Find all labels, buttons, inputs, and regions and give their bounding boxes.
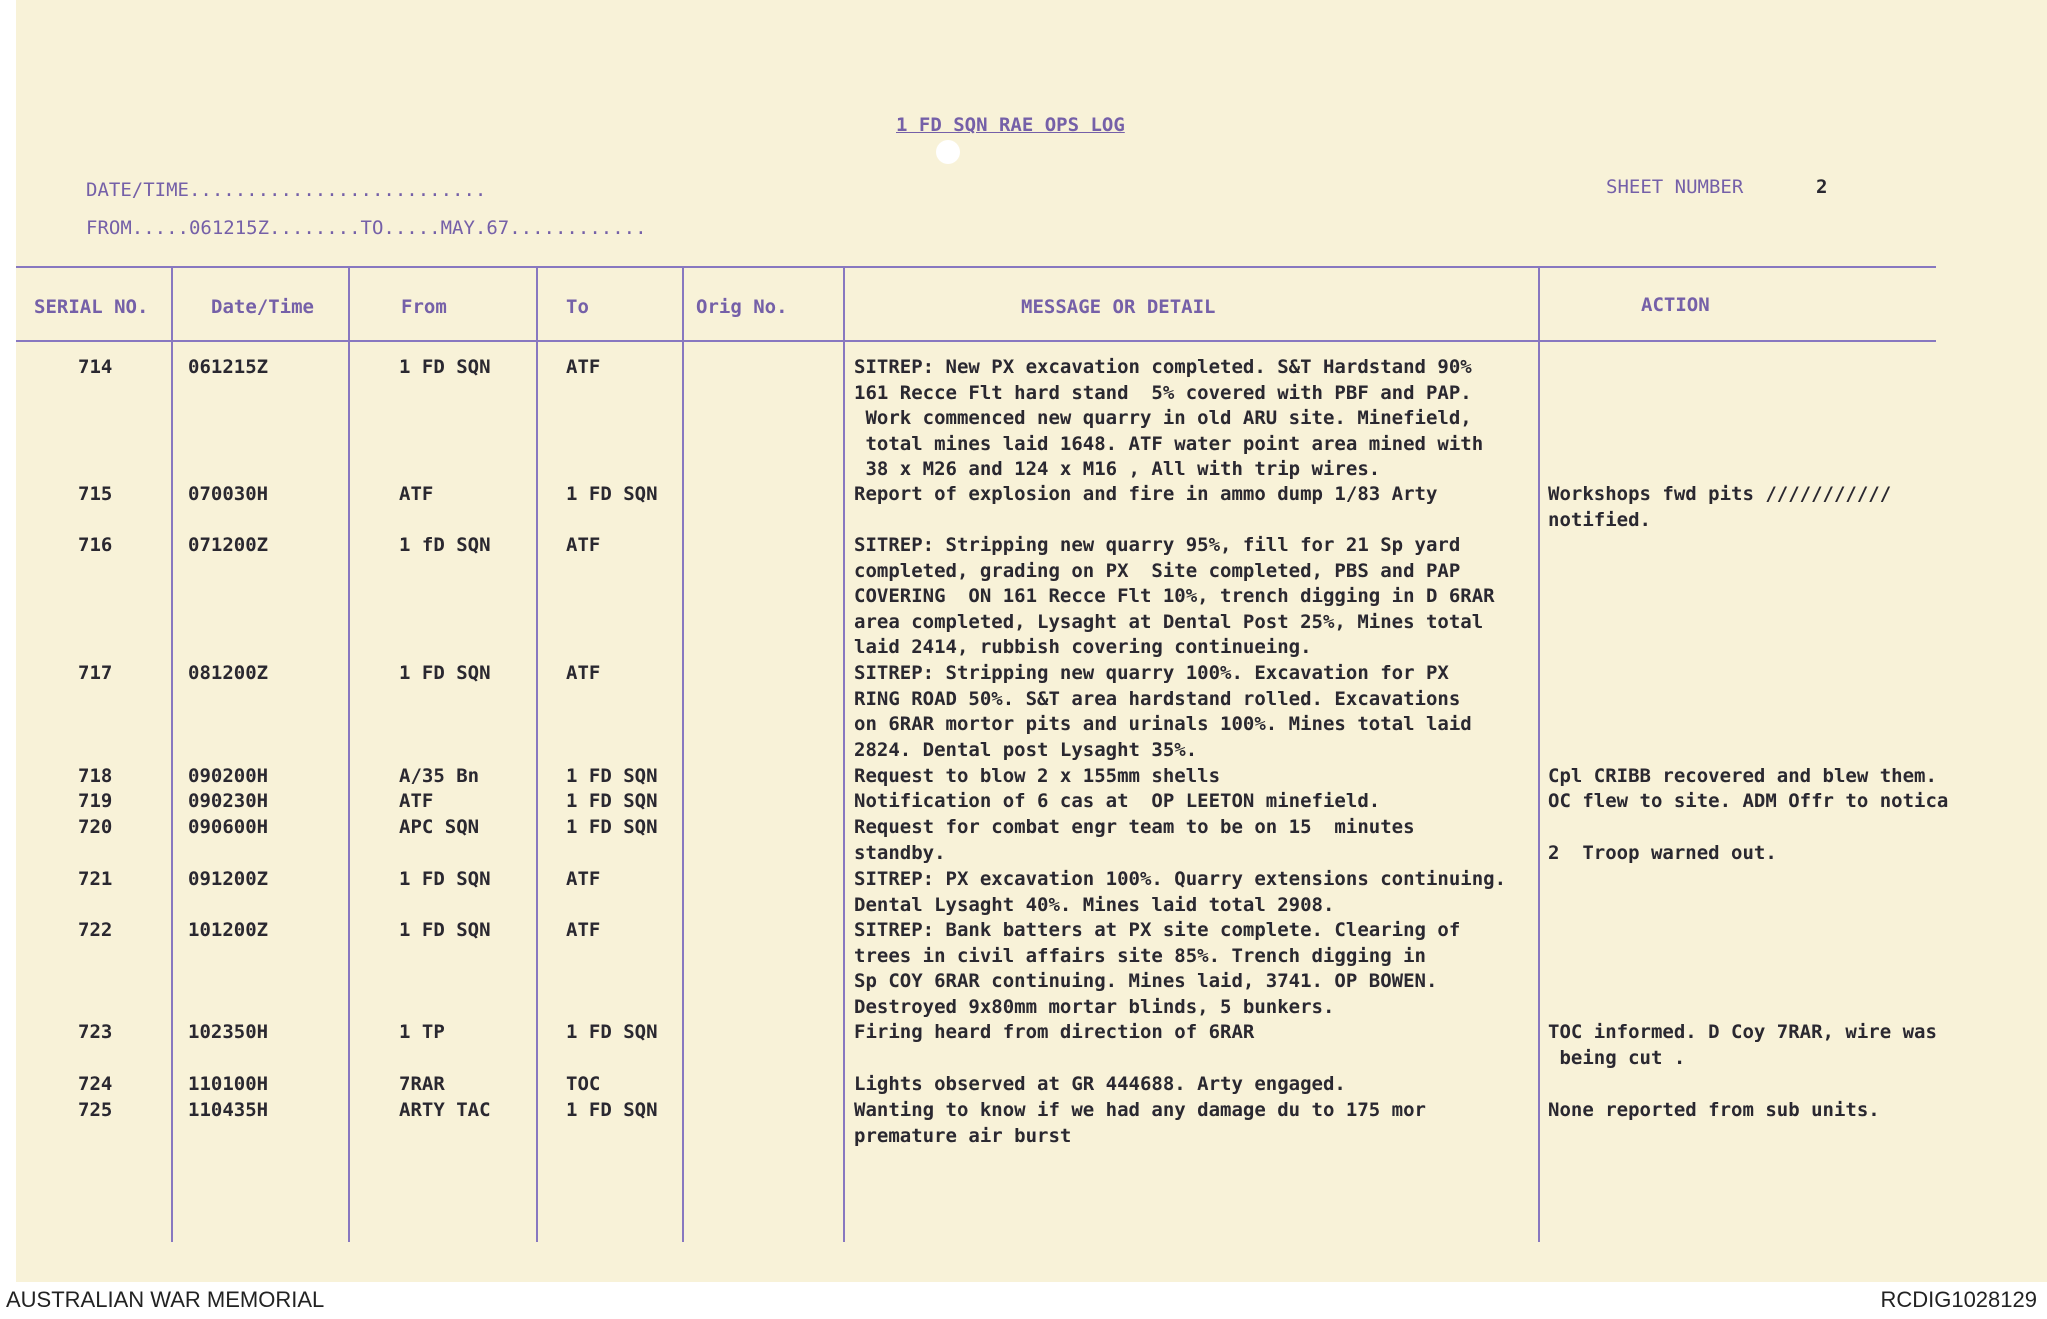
- from-cell: 1 TP: [399, 1021, 445, 1043]
- log-title: 1 FD SQN RAE OPS LOG: [896, 114, 1125, 136]
- datetime-cell: 101200Z: [188, 919, 269, 941]
- col-header-message: MESSAGE OR DETAIL: [1021, 296, 1216, 318]
- datetime-cell: 090230H: [188, 790, 269, 812]
- datetime-cell: 102350H: [188, 1021, 269, 1043]
- from-to-field: FROM.....061215Z........TO.....MAY.67............: [86, 217, 647, 239]
- col-divider: [682, 268, 684, 1242]
- col-header-serial: SERIAL NO.: [34, 296, 149, 318]
- serial-cell: 721: [78, 868, 113, 890]
- serial-cell: 719: [78, 790, 113, 812]
- from-cell: APC SQN: [399, 816, 480, 838]
- from-cell: ARTY TAC: [399, 1099, 491, 1121]
- col-divider: [171, 268, 173, 1242]
- datetime-cell: 091200Z: [188, 868, 269, 890]
- serial-cell: 716: [78, 534, 113, 556]
- col-header-to: To: [566, 296, 589, 318]
- serial-cell: 722: [78, 919, 113, 941]
- action-cell: OC flew to site. ADM Offr to notica: [1548, 790, 1949, 812]
- message-cell: SITREP: PX excavation 100%. Quarry extensions continuing. Dental Lysaght 40%. Mines laid total 2908.: [854, 868, 1507, 916]
- col-divider: [1538, 268, 1540, 1242]
- col-divider: [843, 268, 845, 1242]
- action-cell: None reported from sub units.: [1548, 1099, 1880, 1121]
- action-cell: 2 Troop warned out.: [1548, 841, 1777, 864]
- to-cell: TOC: [566, 1073, 601, 1095]
- col-header-datetime: Date/Time: [211, 296, 314, 318]
- serial-cell: 723: [78, 1021, 113, 1043]
- to-cell: ATF: [566, 662, 601, 684]
- to-cell: 1 FD SQN: [566, 1099, 658, 1121]
- datetime-cell: 061215Z: [188, 356, 269, 378]
- message-cell: Firing heard from direction of 6RAR: [854, 1021, 1255, 1043]
- to-cell: 1 FD SQN: [566, 1021, 658, 1043]
- message-cell: Request for combat engr team to be on 15 minutes standby.: [854, 816, 1415, 864]
- message-cell: Notification of 6 cas at OP LEETON minefield.: [854, 790, 1381, 812]
- from-cell: ATF: [399, 790, 434, 812]
- message-cell: Lights observed at GR 444688. Arty engaged.: [854, 1073, 1346, 1095]
- to-cell: ATF: [566, 356, 601, 378]
- message-cell: Report of explosion and fire in ammo dump 1/83 Arty: [854, 483, 1438, 505]
- from-cell: ATF: [399, 483, 434, 505]
- to-cell: 1 FD SQN: [566, 816, 658, 838]
- from-cell: 1 FD SQN: [399, 662, 491, 684]
- to-cell: ATF: [566, 868, 601, 890]
- message-cell: SITREP: Bank batters at PX site complete. Clearing of trees in civil affairs site 85%. Trench digging in Sp COY 6RAR continuing. Mines laid, 3741. OP BOWEN. Destroyed 9x80mm mortar blinds, 5 bunkers.: [854, 919, 1461, 1018]
- from-cell: 1 FD SQN: [399, 356, 491, 378]
- sheet-number-label: SHEET NUMBER: [1606, 176, 1744, 198]
- date-time-field: DATE/TIME..........................: [86, 179, 487, 201]
- footer-credit: AUSTRALIAN WAR MEMORIAL: [6, 1287, 325, 1312]
- message-cell: SITREP: New PX excavation completed. S&T Hardstand 90% 161 Recce Flt hard stand 5% covered with PBF and PAP. Work commenced new quarry in old ARU site. Minefield, total mines laid 1648. ATF water point area mined with 38 x M26 and 124 x M16 , All with trip wires.: [854, 356, 1484, 480]
- col-header-action: ACTION: [1641, 294, 1710, 316]
- datetime-cell: 090600H: [188, 816, 269, 838]
- datetime-cell: 110100H: [188, 1073, 269, 1095]
- from-cell: A/35 Bn: [399, 765, 480, 787]
- datetime-cell: 090200H: [188, 765, 269, 787]
- to-cell: 1 FD SQN: [566, 790, 658, 812]
- footer-id: RCDIG1028129: [1880, 1287, 2037, 1312]
- serial-cell: 717: [78, 662, 113, 684]
- from-cell: 7RAR: [399, 1073, 445, 1095]
- action-cell: TOC informed. D Coy 7RAR, wire was being cut .: [1548, 1021, 1937, 1069]
- datetime-cell: 071200Z: [188, 534, 269, 556]
- serial-cell: 724: [78, 1073, 113, 1095]
- to-cell: ATF: [566, 534, 601, 556]
- header-bottom-rule: [16, 340, 1936, 342]
- message-cell: SITREP: Stripping new quarry 95%, fill for 21 Sp yard completed, grading on PX Site completed, PBS and PAP COVERING ON 161 Recce Flt 10%, trench digging in D 6RAR area completed, Lysaght at Dental Post 25%, Mines total laid 2414, rubbish covering continueing.: [854, 534, 1495, 658]
- col-header-orig: Orig No.: [696, 296, 788, 318]
- serial-cell: 718: [78, 765, 113, 787]
- sheet-number-value: 2: [1816, 176, 1828, 198]
- message-cell: Wanting to know if we had any damage du to 175 mor premature air burst: [854, 1099, 1426, 1147]
- serial-cell: 720: [78, 816, 113, 838]
- from-cell: 1 FD SQN: [399, 868, 491, 890]
- to-cell: 1 FD SQN: [566, 483, 658, 505]
- message-cell: SITREP: Stripping new quarry 100%. Excavation for PX RING ROAD 50%. S&T area hardstand rolled. Excavations on 6RAR mortor pits and urinals 100%. Mines total laid 2824. Dental post Lysaght 35%.: [854, 662, 1472, 761]
- punch-hole: [936, 140, 960, 164]
- col-divider: [348, 268, 350, 1242]
- from-cell: 1 fD SQN: [399, 534, 491, 556]
- datetime-cell: 081200Z: [188, 662, 269, 684]
- to-cell: ATF: [566, 919, 601, 941]
- datetime-cell: 070030H: [188, 483, 269, 505]
- table-top-rule: [16, 266, 1936, 268]
- datetime-cell: 110435H: [188, 1099, 269, 1121]
- action-cell: Workshops fwd pits /////////// notified.: [1548, 483, 1892, 531]
- message-cell: Request to blow 2 x 155mm shells: [854, 765, 1221, 787]
- to-cell: 1 FD SQN: [566, 765, 658, 787]
- col-divider: [536, 268, 538, 1242]
- action-cell: Cpl CRIBB recovered and blew them.: [1548, 765, 1937, 787]
- from-cell: 1 FD SQN: [399, 919, 491, 941]
- serial-cell: 725: [78, 1099, 113, 1121]
- serial-cell: 715: [78, 483, 113, 505]
- document-sheet: [16, 0, 2047, 1282]
- col-header-from: From: [401, 296, 447, 318]
- serial-cell: 714: [78, 356, 113, 378]
